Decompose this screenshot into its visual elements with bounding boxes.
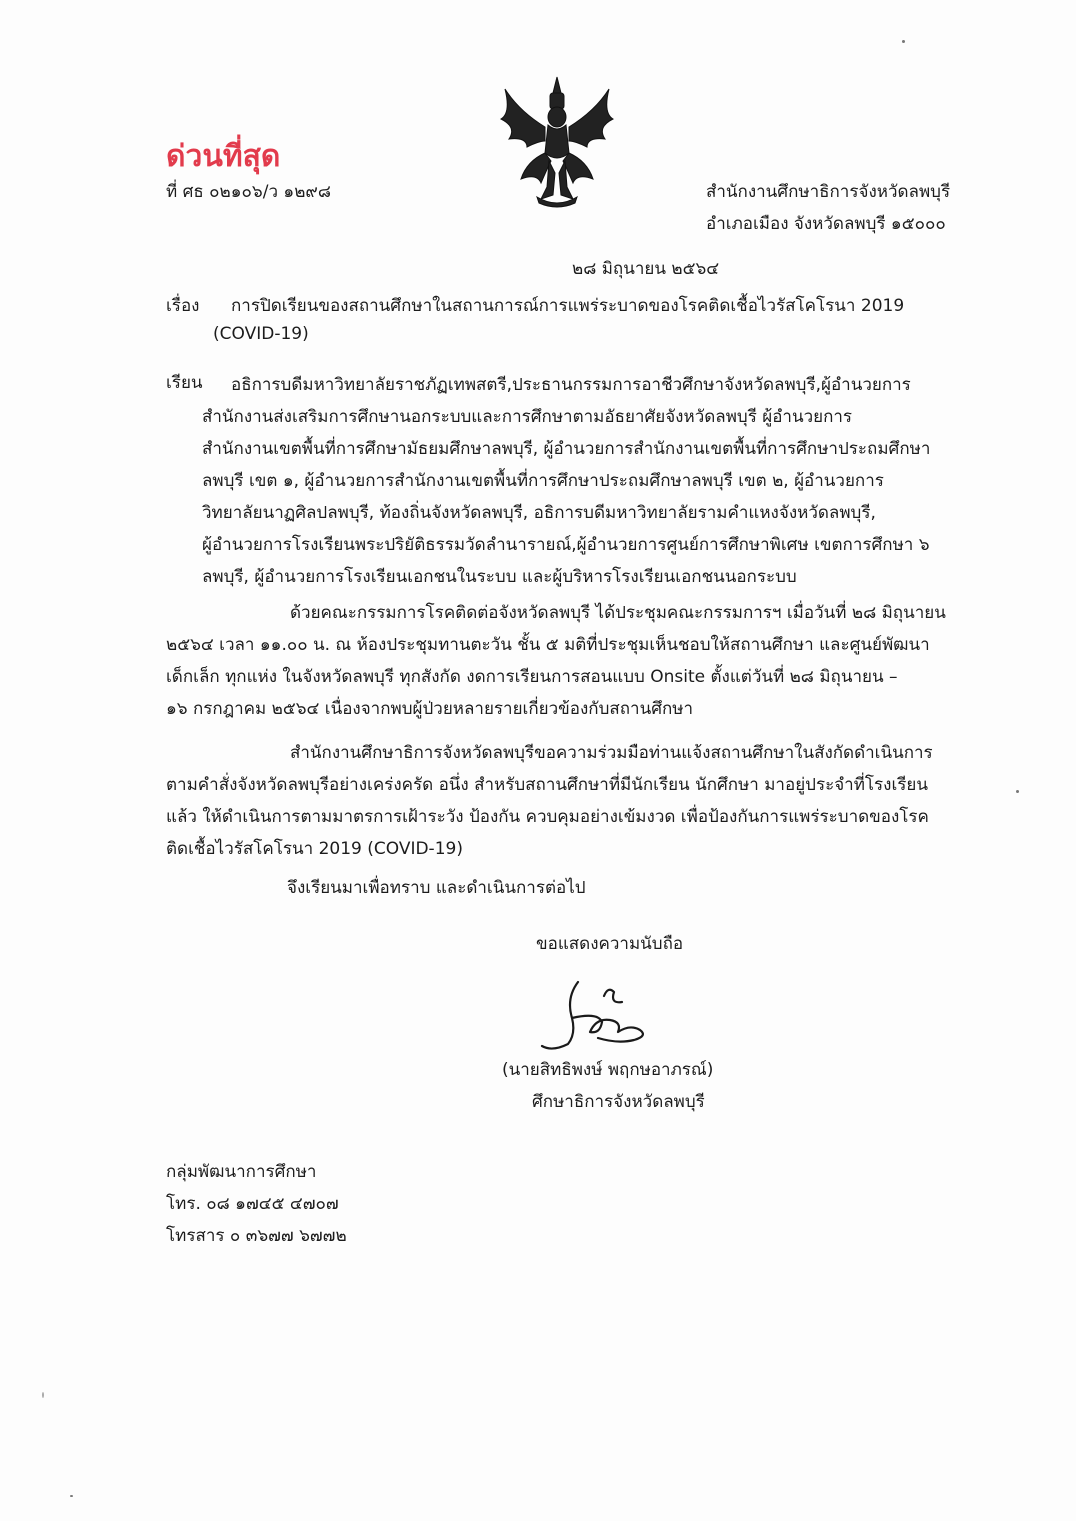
- scan-speck: [1016, 790, 1019, 793]
- recipient-line: วิทยาลัยนาฏศิลปลพบุรี, ท้องถิ่นจังหวัดลพบุรี, อธิการบดีมหาวิทยาลัยรามคำแหงจังหวัดลพบุรี,: [202, 503, 876, 523]
- paragraph-line: ๒๕๖๔ เวลา ๑๑.๐๐ น. ณ ห้องประชุมทานตะวัน ชั้น ๕ มติที่ประชุมเห็นชอบให้สถานศึกษา และศูนย์พัฒนา: [166, 635, 930, 655]
- recipient-label: เรียน: [166, 373, 203, 393]
- paragraph-line: เด็กเล็ก ทุกแห่ง ในจังหวัดลพบุรี ทุกสังกัด งดการเรียนการสอนแบบ Onsite ตั้งแต่วันที่ ๒๘ มิถุนายน –: [166, 667, 898, 687]
- paragraph-line: แล้ว ให้ดำเนินการตามมาตรการเฝ้าระวัง ป้องกัน ควบคุมอย่างเข้มงวด เพื่อป้องกันการแพร่ระบาดของโรค: [166, 807, 929, 827]
- paragraph-line: สำนักงานศึกษาธิการจังหวัดลพบุรีขอความร่วมมือท่านแจ้งสถานศึกษาในสังกัดดำเนินการ: [290, 743, 933, 763]
- subject-label: เรื่อง: [166, 296, 200, 316]
- scan-speck: [42, 1392, 44, 1398]
- scan-speck: [70, 1495, 73, 1497]
- signer-name: (นายสิทธิพงษ์ พฤกษอาภรณ์): [502, 1060, 714, 1080]
- paragraph-line: ตามคำสั่งจังหวัดลพบุรีอย่างเคร่งครัด อนึ่ง สำหรับสถานศึกษาที่มีนักเรียน นักศึกษา มาอยู่ประจำที่โรงเรียน: [166, 775, 929, 795]
- recipient-line: ลพบุรี เขต ๑, ผู้อำนวยการสำนักงานเขตพื้นที่การศึกษาประถมศึกษาลพบุรี เขต ๒, ผู้อำนวยการ: [202, 471, 884, 491]
- body-paragraph-2: [166, 737, 933, 865]
- paragraph-line: ติดเชื้อไวรัสโคโรนา 2019 (COVID-19): [166, 839, 463, 859]
- scan-speck: [902, 40, 905, 43]
- regards-text: ขอแสดงความนับถือ: [536, 934, 684, 954]
- recipient-line: สำนักงานส่งเสริมการศึกษานอกระบบและการศึกษาตามอัธยาศัยจังหวัดลพบุรี ผู้อำนวยการ: [202, 407, 853, 427]
- body-paragraph-1: [166, 597, 946, 725]
- organization-name: สำนักงานศึกษาธิการจังหวัดลพบุรี: [706, 182, 951, 202]
- closing-sentence: จึงเรียนมาเพื่อทราบ และดำเนินการต่อไป: [287, 878, 586, 898]
- contact-fax: โทรสาร ๐ ๓๖๗๗ ๖๗๗๒: [166, 1226, 347, 1246]
- recipient-list: [202, 369, 930, 593]
- recipient-line: ลพบุรี, ผู้อำนวยการโรงเรียนเอกชนในระบบ และผู้บริหารโรงเรียนเอกชนนอกระบบ: [202, 567, 797, 587]
- signer-title: ศึกษาธิการจังหวัดลพบุรี: [532, 1092, 705, 1112]
- subject-text-line2: (COVID-19): [213, 324, 309, 344]
- letter-date: ๒๘ มิถุนายน ๒๕๖๔: [572, 259, 720, 279]
- paragraph-line: ด้วยคณะกรรมการโรคติดต่อจังหวัดลพบุรี ได้ประชุมคณะกรรมการฯ เมื่อวันที่ ๒๘ มิถุนายน: [290, 603, 946, 623]
- urgency-label: ด่วนที่สุด: [166, 139, 281, 174]
- contact-department: กลุ่มพัฒนาการศึกษา: [166, 1162, 317, 1182]
- recipient-line: อธิการบดีมหาวิทยาลัยราชภัฏเทพสตรี,ประธานกรรมการอาชีวศึกษาจังหวัดลพบุรี,ผู้อำนวยการ: [231, 375, 911, 395]
- subject-text-line1: การปิดเรียนของสถานศึกษาในสถานการณ์การแพร่ระบาดของโรคติดเชื้อไวรัสโคโรนา 2019: [231, 296, 905, 316]
- document-number: ที่ ศธ ๐๒๑๐๖/ว ๑๒๙๘: [166, 182, 331, 202]
- recipient-line: ผู้อำนวยการโรงเรียนพระปริยัติธรรมวัดลำนารายณ์,ผู้อำนวยการศูนย์การศึกษาพิเศษ เขตการศึกษา ๖: [202, 535, 930, 555]
- signature-icon: [538, 978, 668, 1058]
- organization-address: อำเภอเมือง จังหวัดลพบุรี ๑๕๐๐๐: [706, 214, 946, 234]
- garuda-emblem-icon: [497, 75, 617, 210]
- contact-phone: โทร. ๐๘ ๑๗๔๕ ๔๗๐๗: [166, 1194, 339, 1214]
- paragraph-line: ๑๖ กรกฎาคม ๒๕๖๔ เนื่องจากพบผู้ป่วยหลายรายเกี่ยวข้องกับสถานศึกษา: [166, 699, 694, 719]
- recipient-line: สำนักงานเขตพื้นที่การศึกษามัธยมศึกษาลพบุรี, ผู้อำนวยการสำนักงานเขตพื้นที่การศึกษาประถมศึกษา: [202, 439, 931, 459]
